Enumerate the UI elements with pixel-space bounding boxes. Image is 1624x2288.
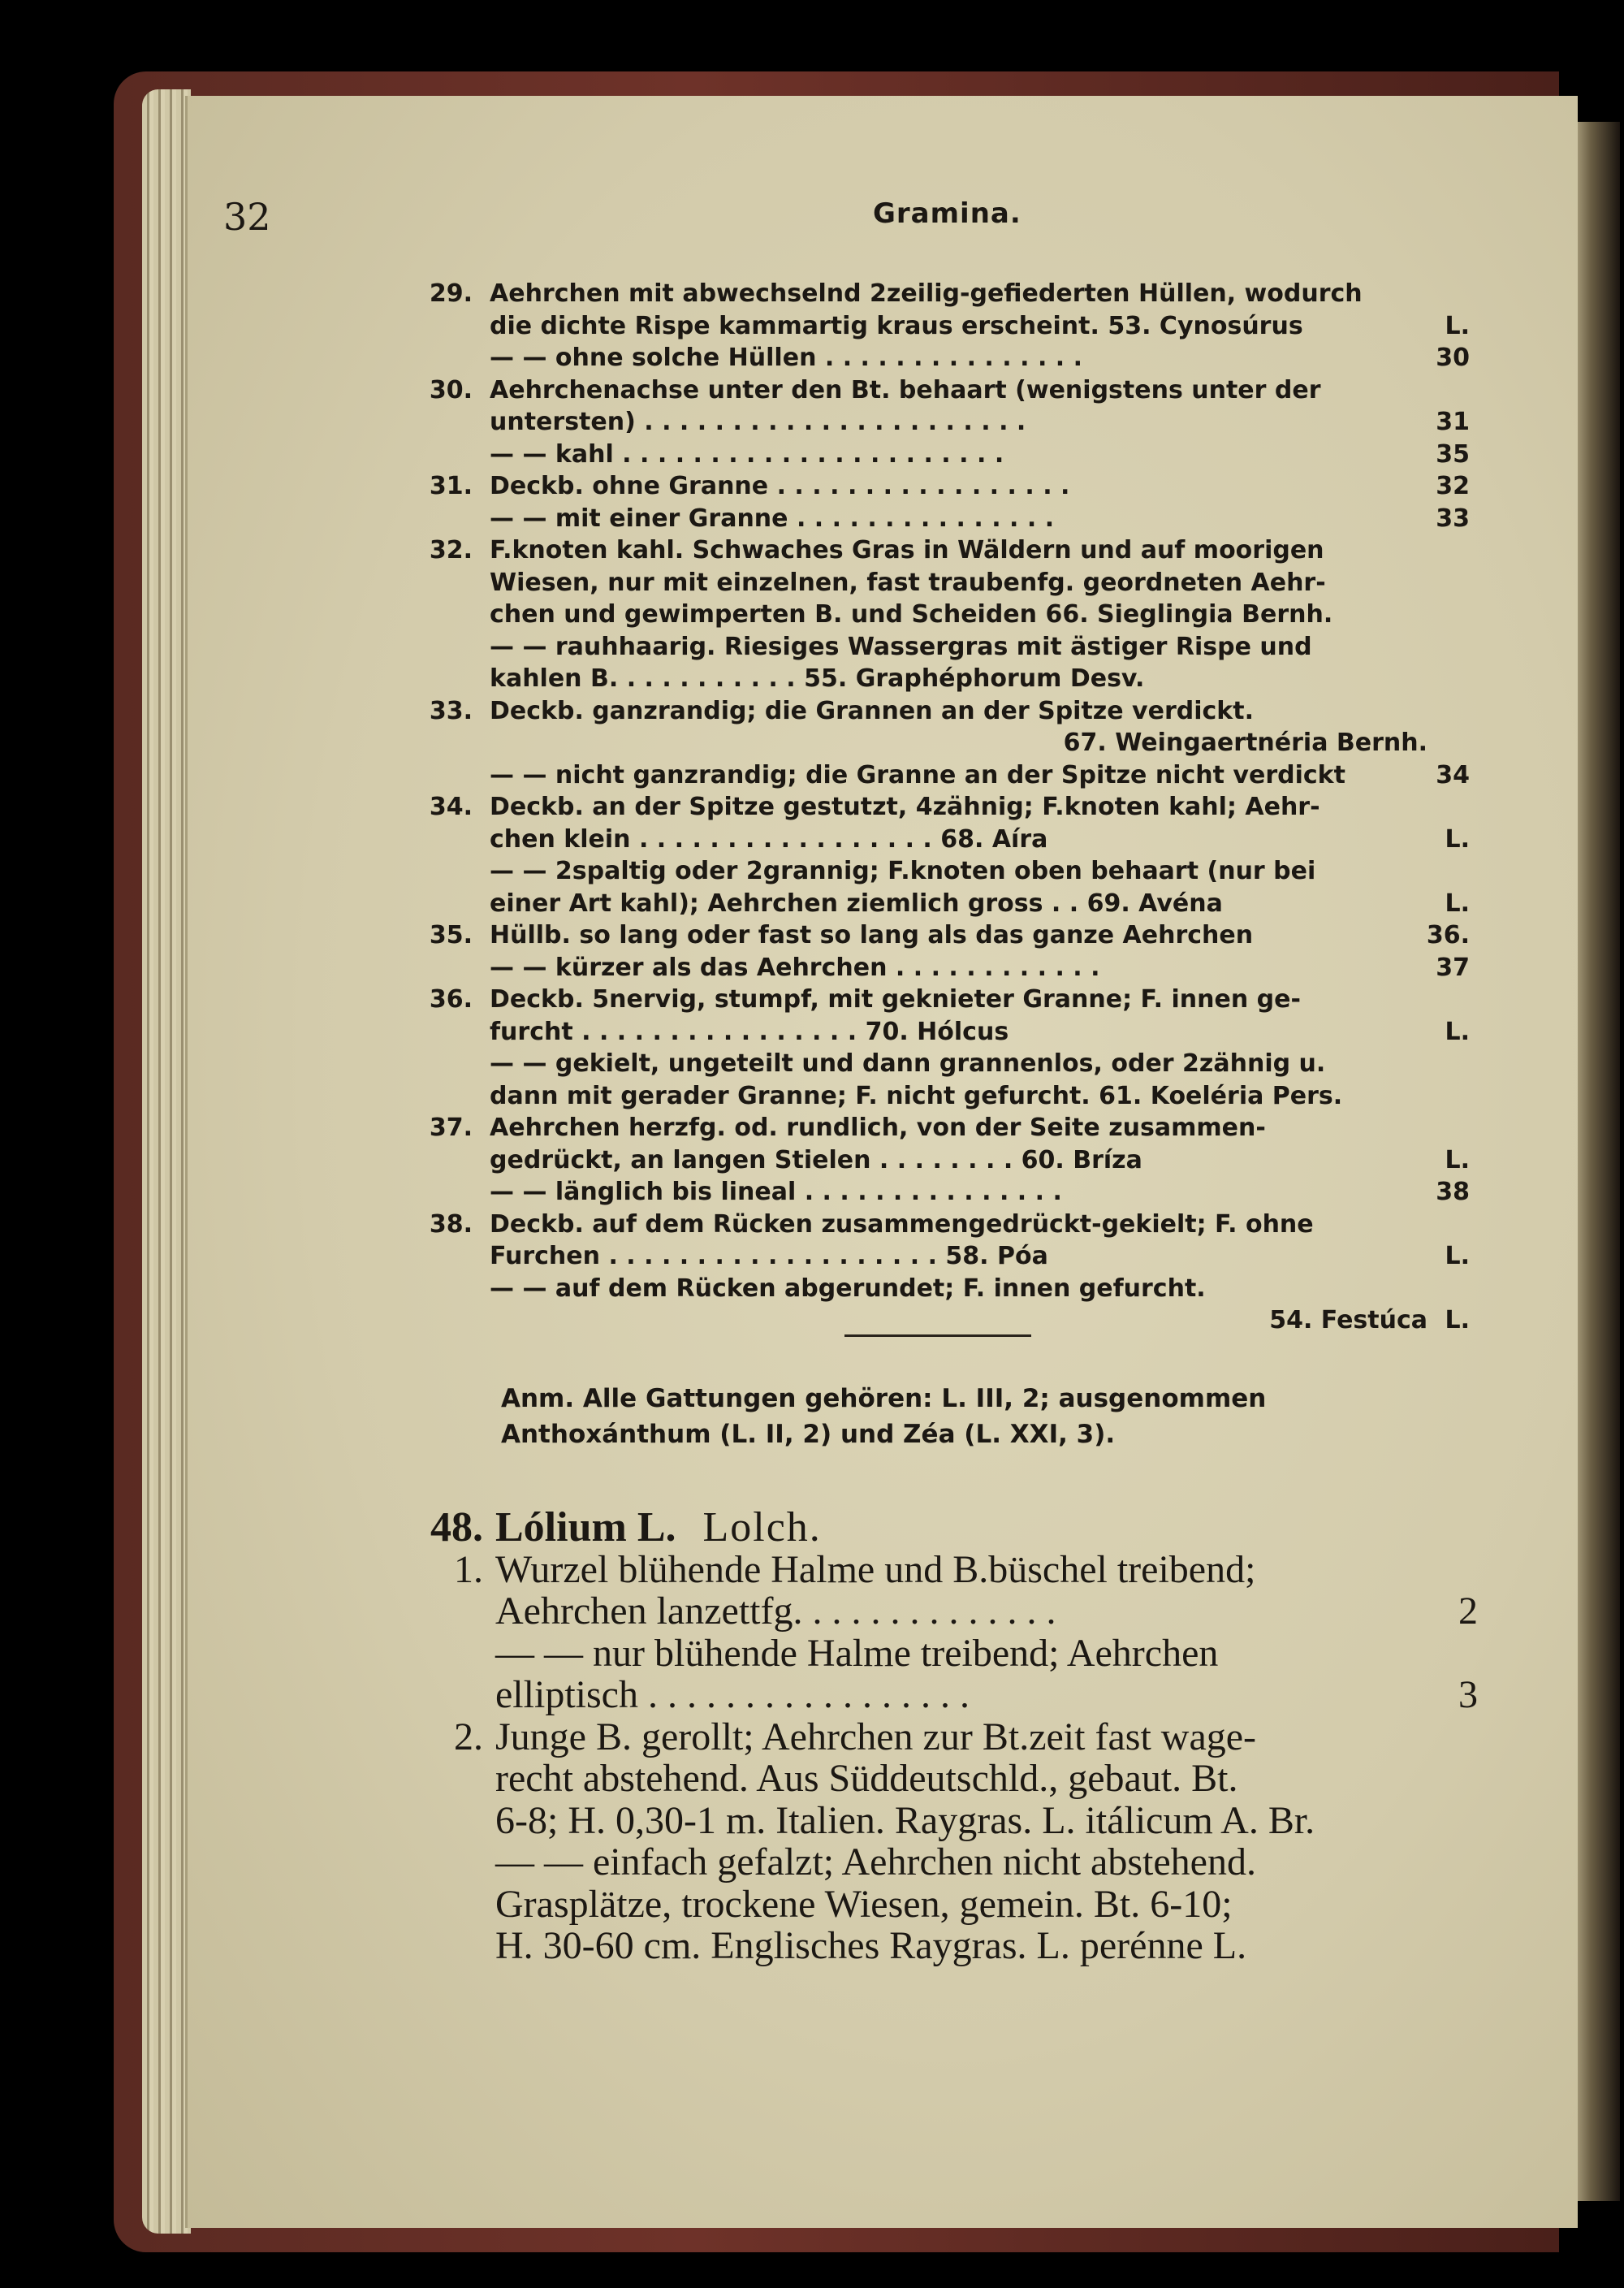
genus-line — [414, 1549, 1478, 1591]
key-line-text: Deckb. 5nervig, stumpf, mit geknieter Granne; F. innen ge- — [490, 985, 1301, 1014]
key-line-text: untersten) . . . . . . . . . . . . . . . . . . . . . . — [490, 408, 1026, 436]
key-line-reference: L. — [1445, 1242, 1470, 1270]
key-line-text: — — auf dem Rücken abgerundet; F. innen gefurcht. — [490, 1274, 1206, 1303]
key-line — [422, 663, 1470, 695]
key-line-reference: L. — [1445, 889, 1470, 918]
key-line — [422, 952, 1470, 984]
key-line — [422, 919, 1470, 952]
key-line-reference: 35 — [1436, 439, 1470, 469]
key-line — [422, 503, 1470, 535]
key-line-text: furcht . . . . . . . . . . . . . . . . 70. Hólcus — [490, 1017, 1009, 1046]
key-line-reference: 34 — [1436, 760, 1470, 789]
key-line — [422, 695, 1470, 728]
key-line-text: Deckb. an der Spitze gestutzt, 4zähnig; F.knoten kahl; Aehr- — [490, 793, 1320, 821]
key-line-text: 54. Festúca — [1269, 1306, 1427, 1334]
key-line-text: Hüllb. so lang oder fast so lang als das ganze Aehrchen — [490, 921, 1254, 949]
key-line — [422, 567, 1470, 599]
key-line-text: einer Art kahl); Aehrchen ziemlich gross . . 69. Avéna — [490, 889, 1223, 918]
key-line — [422, 310, 1470, 343]
genus-line — [414, 1674, 1478, 1716]
note-line-1: Anm. Alle Gattungen gehören: L. III, 2; ausgenommen — [501, 1384, 1267, 1413]
key-line — [422, 791, 1470, 824]
key-line-text: Deckb. auf dem Rücken zusammengedrückt-gekielt; F. ohne — [490, 1209, 1314, 1239]
key-line-text: kahlen B. . . . . . . . . . . 55. Graphéphorum Desv. — [490, 664, 1145, 693]
genus-line-text: Wurzel blühende Halme und B.büschel treibend; — [495, 1547, 1256, 1591]
genus-line — [414, 1758, 1478, 1800]
key-line-text: — — nicht ganzrandig; die Granne an der Spitze nicht verdickt — [490, 760, 1345, 789]
key-line — [422, 824, 1470, 856]
genus-line-text: Junge B. gerollt; Aehrchen zur Bt.zeit fast wage- — [495, 1715, 1257, 1758]
key-line-text: Aehrchen herzfg. od. rundlich, von der Seite zusammen- — [490, 1114, 1266, 1142]
key-line-reference: 36. — [1426, 921, 1470, 949]
genus-key-lines — [414, 1549, 1478, 1967]
identification-key — [422, 278, 1470, 1337]
key-line-text: — — 2spaltig oder 2grannig; F.knoten oben behaart (nur bei — [490, 857, 1316, 885]
key-line — [422, 759, 1470, 792]
key-line — [422, 470, 1470, 503]
genus-line-text: Grasplätze, trockene Wiesen, gemein. Bt. 6-10; — [495, 1882, 1233, 1926]
genus-line — [414, 1925, 1478, 1967]
key-line — [422, 631, 1470, 664]
key-line — [422, 534, 1470, 567]
key-line — [422, 374, 1470, 407]
key-line-number: 30. — [429, 375, 473, 404]
genus-section — [414, 1504, 1478, 1967]
genus-line-reference: 2 — [1458, 1589, 1478, 1633]
key-line-reference: 30 — [1436, 344, 1470, 372]
genus-heading — [414, 1504, 1478, 1551]
key-line-number: 33. — [429, 696, 473, 725]
key-line-text: Furchen . . . . . . . . . . . . . . . . . . . 58. Póa — [490, 1242, 1048, 1270]
key-line-number: 29. — [429, 279, 473, 308]
key-line-reference: L. — [1445, 1145, 1470, 1174]
key-line — [422, 1240, 1470, 1273]
key-line-reference: L. — [1445, 824, 1470, 854]
key-line — [422, 1080, 1470, 1113]
key-line-text: — — gekielt, ungeteilt und dann grannenlos, oder 2zähnig u. — [490, 1049, 1326, 1078]
key-line-text: — — ohne solche Hüllen . . . . . . . . . . . . . . . — [490, 344, 1083, 372]
key-line-text: — — kürzer als das Aehrchen . . . . . . . . . . . . — [490, 953, 1100, 982]
key-line — [422, 599, 1470, 631]
key-line — [422, 278, 1470, 310]
genus-line-reference: 3 — [1458, 1673, 1478, 1716]
key-line-number: 34. — [429, 793, 473, 821]
key-line — [422, 1304, 1470, 1337]
genus-common-name: Lolch. — [702, 1504, 822, 1551]
key-line-text: Aehrchenachse unter den Bt. behaart (wenigstens unter der — [490, 375, 1321, 404]
note-line-2: Anthoxánthum (L. II, 2) und Zéa (L. XXI, 3). — [501, 1420, 1116, 1449]
key-line-text: die dichte Rispe kammartig kraus erscheint. 53. Cynosúrus — [490, 311, 1303, 340]
key-line-text: Wiesen, nur mit einzelnen, fast traubenfg. geordneten Aehr- — [490, 568, 1326, 597]
key-line-number: 32. — [429, 536, 473, 564]
key-line-text: Deckb. ganzrandig; die Grannen an der Spitze verdickt. — [490, 696, 1254, 725]
genus-line-number: 1. — [454, 1547, 483, 1591]
genus-line-text: recht abstehend. Aus Süddeutschld., gebaut. Bt. — [495, 1757, 1238, 1800]
key-line-reference: 32 — [1436, 472, 1470, 500]
annotation-note — [501, 1381, 1266, 1452]
key-line — [422, 1048, 1470, 1080]
key-line-text: F.knoten kahl. Schwaches Gras in Wäldern und auf moorigen — [490, 536, 1324, 564]
key-line — [422, 1016, 1470, 1049]
genus-line — [414, 1633, 1478, 1675]
genus-line — [414, 1841, 1478, 1884]
key-line — [422, 342, 1470, 374]
genus-line-text: — — einfach gefalzt; Aehrchen nicht abstehend. — [495, 1840, 1256, 1884]
genus-number: 48. — [430, 1504, 483, 1551]
key-line-reference: L. — [1445, 311, 1470, 340]
key-line-text: — — länglich bis lineal . . . . . . . . . . . . . . . — [490, 1178, 1062, 1206]
key-line-reference: L. — [1445, 1306, 1470, 1334]
key-line — [422, 406, 1470, 439]
key-line-text: chen und gewimperten B. und Scheiden 66. Sieglingia Bernh. — [490, 600, 1333, 629]
genus-line-number: 2. — [454, 1715, 483, 1758]
key-line — [422, 727, 1470, 759]
key-line-reference: 38 — [1436, 1178, 1470, 1206]
key-line-number: 36. — [429, 985, 473, 1014]
key-line-text: Aehrchen mit abwechselnd 2zeilig-gefiederten Hüllen, wodurch — [490, 279, 1363, 308]
key-line — [422, 1144, 1470, 1177]
key-line — [422, 1273, 1470, 1305]
key-line-text: — — rauhhaarig. Riesiges Wassergras mit ästiger Rispe und — [490, 632, 1312, 661]
key-line-number: 31. — [429, 472, 473, 500]
genus-line-text: Aehrchen lanzettfg. . . . . . . . . . . . . . — [495, 1589, 1056, 1633]
key-line-text: 67. Weingaertnéria Bernh. — [1063, 729, 1427, 757]
key-line-text: dann mit gerader Granne; F. nicht gefurcht. 61. Koeléria Pers. — [490, 1081, 1343, 1110]
key-line — [422, 439, 1470, 471]
key-line — [422, 1176, 1470, 1209]
key-line — [422, 888, 1470, 920]
running-head: Gramina. — [873, 197, 1021, 230]
key-line — [422, 855, 1470, 888]
key-line-reference: 33 — [1436, 504, 1470, 533]
key-line — [422, 984, 1470, 1016]
key-line-reference: 37 — [1436, 953, 1470, 982]
section-divider — [844, 1334, 1031, 1337]
key-line-reference: L. — [1445, 1017, 1470, 1046]
key-line-text: chen klein . . . . . . . . . . . . . . . . . 68. Aíra — [490, 824, 1048, 854]
genus-line-text: 6-8; H. 0,30-1 m. Italien. Raygras. L. itálicum A. Br. — [495, 1798, 1315, 1842]
genus-line — [414, 1590, 1478, 1633]
key-line-number: 38. — [429, 1209, 473, 1239]
key-line-text: — — kahl . . . . . . . . . . . . . . . . . . . . . . — [490, 439, 1004, 469]
genus-line — [414, 1800, 1478, 1842]
genus-line — [414, 1884, 1478, 1926]
genus-line-text: H. 30-60 cm. Englisches Raygras. L. perénne L. — [495, 1924, 1247, 1967]
page-number: 32 — [223, 195, 271, 239]
key-line-text: — — mit einer Granne . . . . . . . . . . . . . . . — [490, 504, 1055, 533]
key-line-text: gedrückt, an langen Stielen . . . . . . . . 60. Bríza — [490, 1145, 1142, 1174]
key-line — [422, 1209, 1470, 1241]
genus-line-text: — — nur blühende Halme treibend; Aehrchen — [495, 1631, 1219, 1675]
key-line-reference: 31 — [1436, 408, 1470, 436]
genus-line — [414, 1716, 1478, 1758]
key-line-text: Deckb. ohne Granne . . . . . . . . . . . . . . . . . — [490, 472, 1070, 500]
key-line-number: 35. — [429, 921, 473, 949]
genus-name: Lólium L. — [495, 1504, 676, 1551]
key-line — [422, 1112, 1470, 1144]
genus-line-text: elliptisch . . . . . . . . . . . . . . . . . — [495, 1673, 970, 1716]
key-line-number: 37. — [429, 1114, 473, 1142]
